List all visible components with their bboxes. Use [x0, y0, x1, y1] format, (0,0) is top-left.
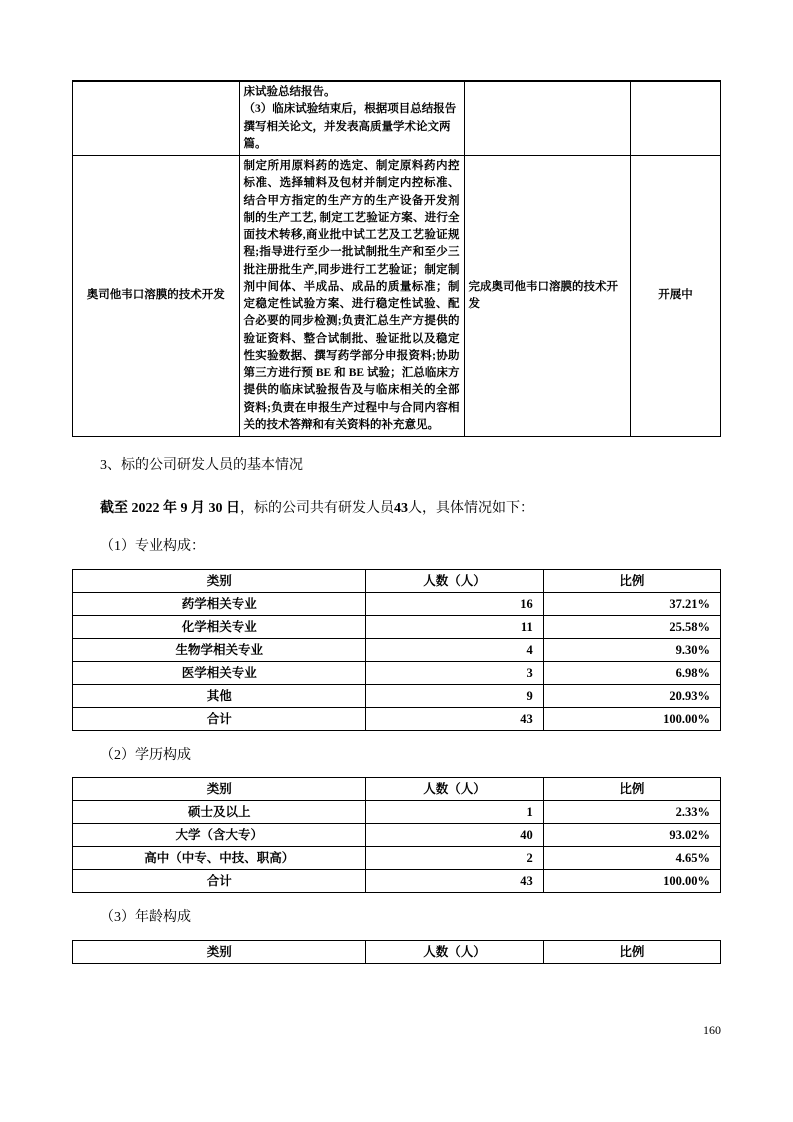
header-ratio: 比例 [543, 569, 720, 592]
project-table [72, 80, 721, 437]
table-row [73, 684, 721, 707]
cell-ratio: 37.21% [543, 592, 720, 615]
header-category: 类别 [73, 569, 366, 592]
subsection-1-label: （1）专业构成： [100, 539, 205, 555]
cell-ratio: 6.98% [543, 661, 720, 684]
header-ratio: 比例 [543, 778, 720, 801]
cell-category: 合计 [73, 870, 366, 893]
continued-content-cell [239, 81, 464, 156]
goal-cell-empty [464, 81, 631, 156]
cell-count: 16 [366, 592, 543, 615]
intro-suffix: ，标的公司共有研发人员 [240, 500, 394, 516]
subsection-3-label: （3）年龄构成 [100, 910, 191, 926]
cell-category: 大学（含大专） [73, 824, 366, 847]
status-cell-empty [631, 81, 721, 156]
table-row [73, 81, 721, 156]
table-row [73, 615, 721, 638]
intro-count: 43 [394, 500, 408, 516]
table-header-row [73, 569, 721, 592]
cell-ratio: 9.30% [543, 638, 720, 661]
header-count: 人数（人） [366, 778, 543, 801]
education-composition-table [72, 777, 721, 893]
cell-ratio: 93.02% [543, 824, 720, 847]
cell-count: 4 [366, 638, 543, 661]
cell-count: 11 [366, 615, 543, 638]
cell-count: 1 [366, 801, 543, 824]
page-number: 160 [703, 1023, 721, 1037]
header-category: 类别 [73, 940, 366, 963]
intro-end: 人，具体情况如下： [408, 500, 534, 516]
cell-ratio: 20.93% [543, 684, 720, 707]
table-row [73, 824, 721, 847]
cell-ratio: 4.65% [543, 847, 720, 870]
table-row [73, 638, 721, 661]
cell-ratio: 25.58% [543, 615, 720, 638]
project-cell-empty [73, 81, 240, 156]
cell-count: 43 [366, 707, 543, 730]
header-category: 类别 [73, 778, 366, 801]
cell-category: 生物学相关专业 [73, 638, 366, 661]
cell-count: 40 [366, 824, 543, 847]
table-row [73, 156, 721, 437]
intro-date: 截至 2022 年 9 月 30 日 [100, 500, 240, 516]
cell-category: 药学相关专业 [73, 592, 366, 615]
table-row-total [73, 870, 721, 893]
project-content: 制定所用原料药的选定、制定原料药内控标准、选择辅料及包材并制定内控标准、结合甲方指定的生产方的生产设备开发剂制的生产工艺, 制定工艺验证方案、进行全面技术转移,商业批中试工艺及工艺验证规程;指导进行至少一批试制批生产和至少三批注册批生产,同步进行工艺验证；制定制剂中间体、半成品、成品的质量标准；制定稳定性试验方案、进行稳定性试验、配合必要的同步检测;负责汇总生产方提供的验证资料、整合试制批、验证批以及稳定性实验数据、撰写药学部分申报资料;协助第三方进行预 BE 和 BE 试验；汇总临床方提供的临床试验报告及与临床相关的全部资料;负责在申报生产过程中与合同内容相关的技术答辩和有关资料的补充意见。 [239, 156, 464, 437]
table-row-total [73, 707, 721, 730]
section-heading: 3、标的公司研发人员的基本情况 [100, 458, 303, 473]
table-header-row [73, 940, 721, 963]
cell-category: 医学相关专业 [73, 661, 366, 684]
cell-ratio: 2.33% [543, 801, 720, 824]
cell-count: 2 [366, 847, 543, 870]
age-composition-table [72, 940, 721, 964]
cell-category: 其他 [73, 684, 366, 707]
continued-line-1: 床试验总结报告。 [243, 86, 336, 98]
cell-category: 硕士及以上 [73, 801, 366, 824]
continued-line-2: （3）临床试验结束后，根据项目总结报告撰写相关论文，并发表高质量学术论文两篇。 [243, 103, 457, 150]
cell-count: 43 [366, 870, 543, 893]
section-intro [72, 496, 721, 523]
table-row [73, 592, 721, 615]
cell-count: 3 [366, 661, 543, 684]
cell-category: 化学相关专业 [73, 615, 366, 638]
project-goal: 完成奥司他韦口溶膜的技术开发 [464, 156, 631, 437]
project-status: 开展中 [631, 156, 721, 437]
subsection-2-label: （2）学历构成 [100, 747, 191, 763]
header-count: 人数（人） [366, 569, 543, 592]
project-name: 奥司他韦口溶膜的技术开发 [73, 156, 240, 437]
table-row [73, 801, 721, 824]
cell-category: 合计 [73, 707, 366, 730]
table-row [73, 661, 721, 684]
major-composition-table [72, 569, 721, 731]
table-header-row [73, 778, 721, 801]
cell-ratio: 100.00% [543, 870, 720, 893]
header-count: 人数（人） [366, 940, 543, 963]
cell-count: 9 [366, 684, 543, 707]
header-ratio: 比例 [543, 940, 720, 963]
cell-ratio: 100.00% [543, 707, 720, 730]
cell-category: 高中（中专、中技、职高） [73, 847, 366, 870]
table-row [73, 847, 721, 870]
